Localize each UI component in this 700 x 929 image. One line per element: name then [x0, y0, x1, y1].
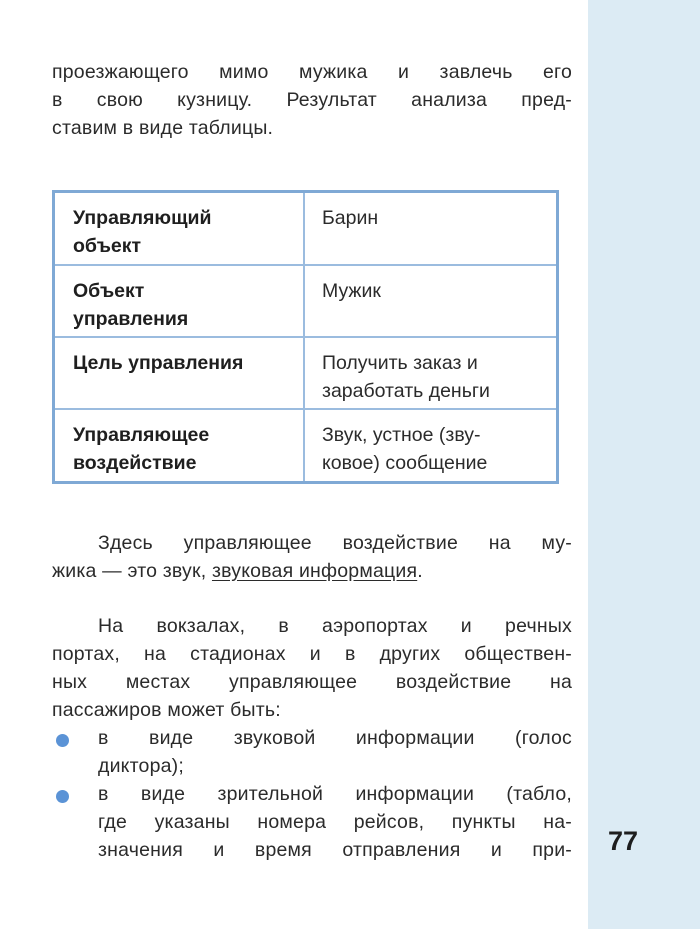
text-line: ных местах управляющее воздействие на: [52, 671, 572, 693]
row-value: [304, 265, 558, 337]
table-row: [54, 265, 558, 337]
row-value: [304, 192, 558, 265]
paragraph-sound-info: [52, 529, 572, 585]
row-label: [54, 265, 305, 337]
text-line: На вокзалах, в аэропортах и речных: [98, 615, 572, 637]
label-line: объект: [73, 235, 142, 257]
text-line: где указаны номера рейсов, пункты на-: [98, 811, 572, 833]
value-line: ковое) сообщение: [322, 452, 488, 475]
table-row: [54, 192, 558, 265]
label-line: Управляющее: [73, 424, 210, 447]
text-fragment: .: [417, 560, 423, 582]
bullet-dot-icon: [56, 790, 69, 803]
row-label: [54, 409, 305, 482]
label-line: управления: [73, 307, 189, 330]
control-analysis-table: [52, 190, 559, 484]
bullet-dot-icon: [56, 734, 69, 747]
text-line: ставим в виде таблицы.: [52, 117, 274, 139]
list-item: [52, 780, 572, 864]
paragraph-stations: [52, 612, 572, 724]
bullet-list: [52, 724, 572, 864]
row-label: [54, 337, 305, 409]
label-line: Объект: [73, 279, 145, 302]
text-line: [52, 557, 572, 585]
text-line: диктора);: [98, 755, 184, 777]
value-line: Получить заказ и: [322, 351, 478, 374]
text-line: в виде зрительной информации (табло,: [98, 783, 572, 805]
text-line: пассажиров может быть:: [52, 699, 281, 721]
text-line: проезжающего мимо мужика и завлечь его: [52, 61, 572, 83]
text-line: в свою кузницу. Результат анализа пред-: [52, 89, 572, 111]
row-label: [54, 192, 305, 265]
row-value: [304, 409, 558, 482]
value-line: Мужик: [322, 279, 381, 302]
label-line: Цель управления: [73, 351, 244, 374]
value-line: Барин: [322, 207, 379, 229]
value-line: Звук, устное (зву-: [322, 424, 481, 447]
intro-paragraph: [52, 58, 572, 142]
page-number: 77: [608, 826, 639, 856]
text-fragment: жика — это звук,: [52, 560, 212, 582]
label-line: Управляющий: [73, 207, 212, 229]
text-line: портах, на стадионах и в других обществен-: [52, 643, 572, 665]
list-item: [52, 724, 572, 780]
text-line: в виде звуковой информации (голос: [98, 727, 572, 749]
text-line: Здесь управляющее воздействие на му-: [98, 532, 572, 554]
table-row: [54, 337, 558, 409]
text-line: значения и время отправления и при-: [98, 839, 572, 861]
value-line: заработать деньги: [322, 379, 490, 402]
page-margin-band: [588, 0, 700, 929]
row-value: [304, 337, 558, 409]
label-line: воздействие: [73, 452, 197, 475]
table-row: [54, 409, 558, 482]
term-sound-information: звуковая информация: [211, 560, 418, 582]
